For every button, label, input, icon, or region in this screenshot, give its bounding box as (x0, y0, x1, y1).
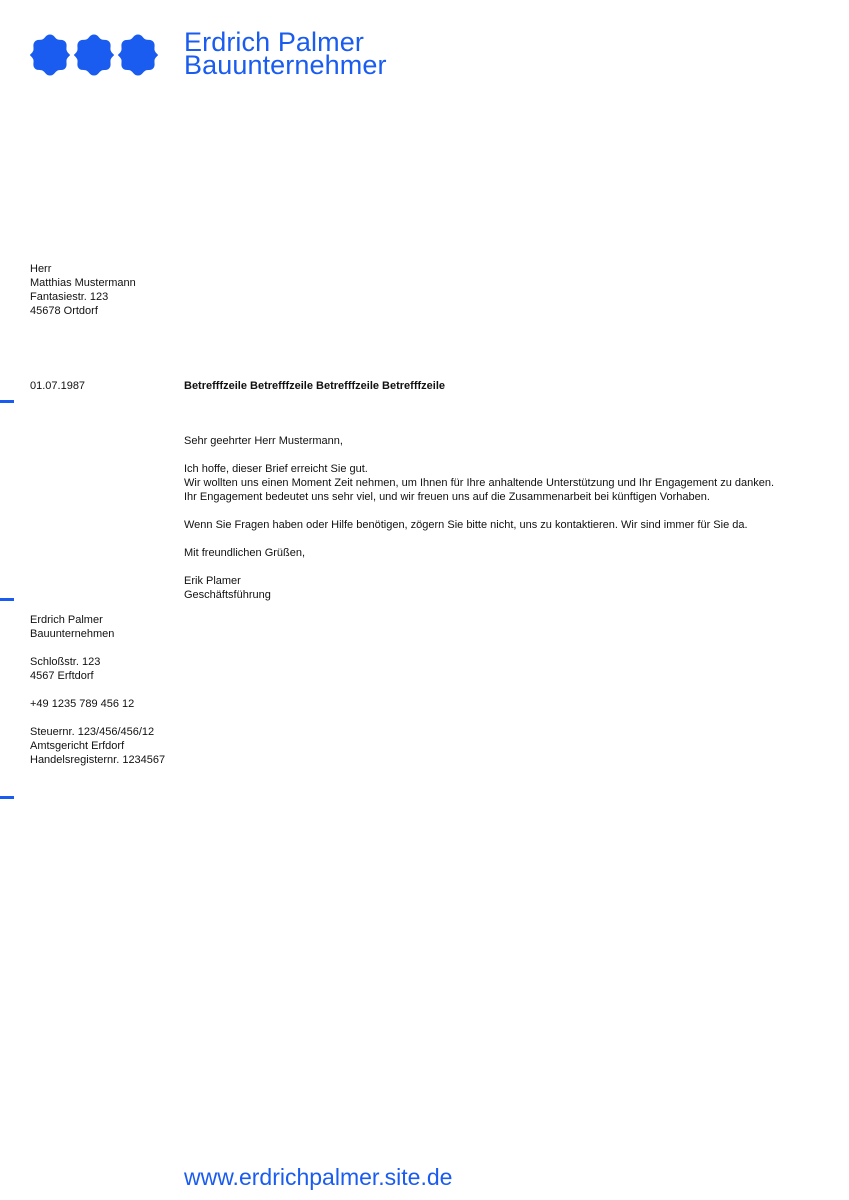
letter-signature (184, 574, 834, 602)
paragraph-line: Wir wollten uns einen Moment Zeit nehmen, um Ihnen für Ihre anhaltende Unterstützung und Ihr Engagement zu danken. (184, 477, 775, 489)
sender-company-line1: Erdrich Palmer (30, 614, 103, 626)
sender-city: 4567 Erftdorf (30, 670, 94, 682)
recipient-city: 45678 Ortdorf (30, 305, 98, 317)
company-logo-icon (30, 33, 160, 77)
sender-court: Amtsgericht Erfdorf (30, 740, 125, 752)
flower-icon-3 (118, 35, 158, 76)
sender-register: Handelsregisternr. 1234567 (30, 754, 166, 766)
paragraph-line: Ihr Engagement bedeutet uns sehr viel, und wir freuen uns auf die Zusammenarbeit bei künftigen Vorhaben. (184, 491, 710, 503)
fold-mark-bottom (0, 796, 14, 799)
flower-icon-2 (74, 35, 114, 76)
recipient-salutation: Herr (30, 263, 52, 275)
signer-name: Erik Plamer (184, 575, 241, 587)
letter-greeting: Sehr geehrter Herr Mustermann, (184, 435, 343, 447)
brand-name-line2: Bauunternehmer (184, 50, 387, 80)
letter-date: 01.07.1987 (30, 380, 86, 392)
letter-paragraph-1 (184, 462, 834, 504)
footer-website: www.erdrichpalmer.site.de (184, 1164, 453, 1190)
letter-paragraph-2: Wenn Sie Fragen haben oder Hilfe benötigen, zögern Sie bitte nicht, uns zu kontaktieren. Wir sind immer für Sie da. (184, 519, 748, 531)
punch-mark (0, 598, 14, 601)
letter-body (184, 434, 834, 602)
recipient-name: Matthias Mustermann (30, 277, 136, 289)
sender-company-line2: Bauunternehmen (30, 628, 115, 640)
brand-name-line1: Erdrich Palmer (184, 27, 364, 57)
paragraph-line: Ich hoffe, dieser Brief erreicht Sie gut. (184, 463, 368, 475)
recipient-address (30, 262, 136, 318)
flower-icon-1 (30, 35, 70, 76)
sender-phone: +49 1235 789 456 12 (30, 698, 135, 710)
sender-tax-number: Steuernr. 123/456/456/12 (30, 726, 155, 738)
signer-title: Geschäftsführung (184, 589, 271, 601)
letter-closing: Mit freundlichen Grüßen, (184, 547, 306, 559)
fold-mark-top (0, 400, 14, 403)
sender-street: Schloßstr. 123 (30, 656, 101, 668)
letter-subject: Betrefffzeile Betrefffzeile Betrefffzeile Betrefffzeile (184, 380, 446, 392)
recipient-street: Fantasiestr. 123 (30, 291, 109, 303)
sender-info (30, 613, 165, 781)
brand-name (184, 27, 387, 80)
